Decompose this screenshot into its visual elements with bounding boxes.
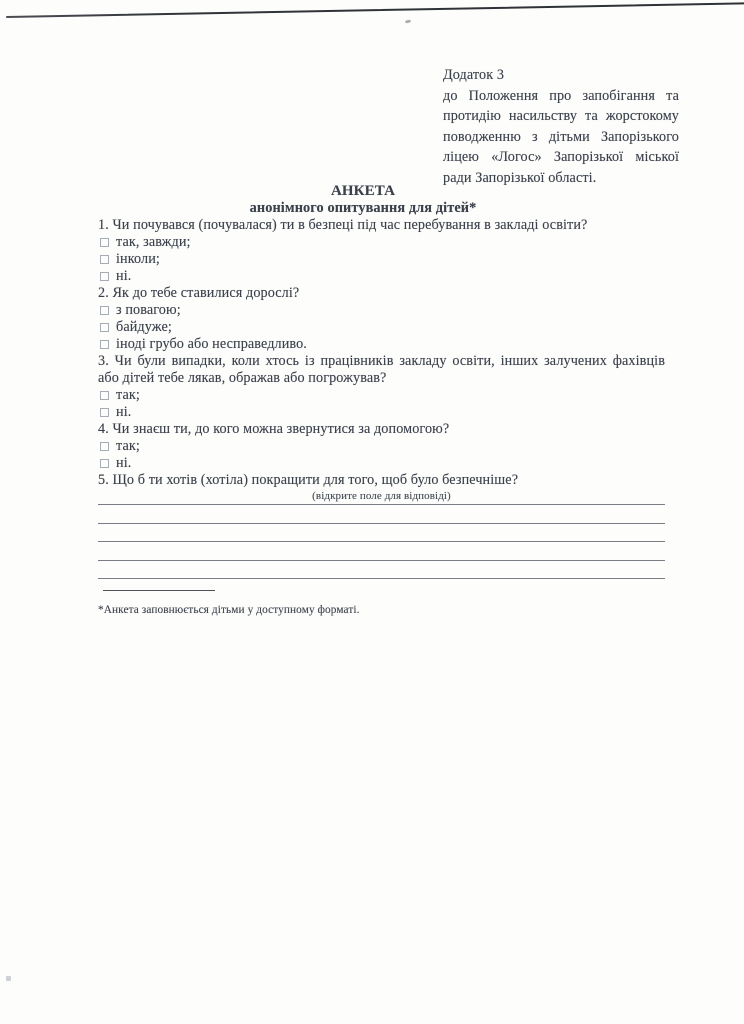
form-title: АНКЕТА — [330, 183, 396, 199]
appendix-line: ради Запорізької області. — [443, 169, 597, 186]
question-2-option-row — [98, 319, 665, 336]
scan-speck — [6, 976, 11, 981]
option-label: байдуже; — [116, 319, 172, 335]
question-2-text: 2. Як до тебе ставилися дорослі? — [98, 285, 300, 301]
option-label: так; — [116, 387, 140, 403]
checkbox-icon — [100, 459, 109, 468]
checkbox-icon — [100, 391, 109, 400]
scan-edge-artifact — [6, 2, 744, 18]
option-label: ні. — [116, 404, 132, 420]
scan-speck — [405, 19, 411, 23]
question-2-option-row — [98, 302, 665, 319]
checkbox-icon — [100, 408, 109, 417]
option-label: ні. — [116, 268, 132, 284]
open-answer-note: (відкрите поле для відповіді) — [312, 490, 451, 502]
question-1-option-row — [98, 268, 665, 285]
option-label: іноді грубо або несправедливо. — [116, 336, 307, 352]
question-2-option-row — [98, 336, 665, 353]
document-content — [98, 65, 679, 617]
checkbox-icon — [100, 306, 109, 315]
checkbox-icon — [100, 323, 109, 332]
appendix-line: поводженню з дітьми Запорізького — [443, 128, 679, 145]
question-1-option-row — [98, 251, 665, 268]
option-label: так, завжди; — [116, 234, 191, 250]
question-3 — [98, 353, 665, 421]
questions-list — [98, 217, 665, 489]
question-3-text-line-1: 3. Чи були випадки, коли хтось із працівників закладу освіти, інших залучених фахівців — [98, 353, 665, 369]
footnote-text: *Анкета заповнюється дітьми у доступному форматі. — [98, 604, 360, 616]
question-4-option-row — [98, 438, 665, 455]
appendix-line: протидію насильству та жорстокому — [443, 108, 679, 124]
question-1-text: 1. Чи почувався (почувалася) ти в безпеці під час перебування в закладі освіти? — [98, 217, 588, 233]
question-3-option-row — [98, 387, 665, 404]
appendix-line: Додаток 3 — [443, 67, 505, 83]
open-answer-field — [98, 503, 665, 579]
question-2 — [98, 285, 665, 353]
question-4-option-row — [98, 455, 665, 472]
answer-line — [98, 561, 665, 580]
footnote-separator — [103, 590, 215, 591]
option-label: з повагою; — [116, 302, 181, 318]
appendix-line: до Положення про запобігання та — [443, 87, 679, 104]
checkbox-icon — [100, 255, 109, 264]
question-3-text-line-2: або дітей тебе лякав, ображав або погрожував? — [98, 370, 387, 386]
checkbox-icon — [100, 442, 109, 451]
question-5 — [98, 472, 665, 489]
answer-line — [98, 505, 665, 524]
option-label: інколи; — [116, 251, 160, 267]
answer-line — [98, 542, 665, 561]
checkbox-icon — [100, 238, 109, 247]
question-5-text: 5. Що б ти хотів (хотіла) покращити для того, щоб було безпечніше? — [98, 472, 519, 488]
option-label: так; — [116, 438, 140, 454]
question-4 — [98, 421, 665, 472]
appendix-line: ліцею «Логос» Запорізької міської — [443, 149, 679, 165]
checkbox-icon — [100, 272, 109, 281]
option-label: ні. — [116, 455, 132, 471]
form-title-block — [98, 183, 628, 217]
appendix-reference-block — [443, 65, 679, 188]
question-3-option-row — [98, 404, 665, 421]
question-4-text: 4. Чи знаєш ти, до кого можна звернутися за допомогою? — [98, 421, 450, 437]
question-1 — [98, 217, 665, 285]
question-1-option-row — [98, 234, 665, 251]
checkbox-icon — [100, 340, 109, 349]
form-subtitle: анонімного опитування для дітей* — [249, 200, 477, 216]
answer-line — [98, 524, 665, 543]
